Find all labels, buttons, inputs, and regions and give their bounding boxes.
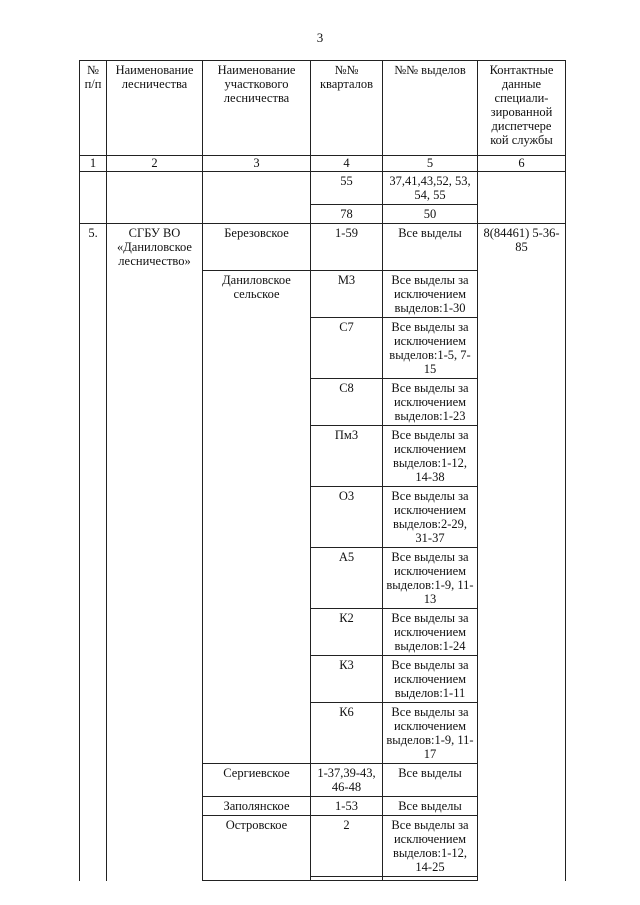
cell-empty [383,877,478,881]
quarter-cell: К6 [311,703,383,764]
sections-cell: Все выделы за исключением выделов:1-9, 11-13 [383,548,478,609]
sections-cell: Все выделы [383,224,478,271]
quarter-cell: К2 [311,609,383,656]
sections-cell: Все выделы за исключением выделов:1-11 [383,656,478,703]
quarter-cell: Пм3 [311,426,383,487]
quarter-cell: 1-59 [311,224,383,271]
district-name: Березовское [203,224,311,271]
table-row [80,271,566,318]
sections-cell: 50 [383,205,478,224]
district-name: Заполянское [203,797,311,816]
district-name: Островское [203,816,311,877]
quarter-cell: М3 [311,271,383,318]
sections-cell: Все выделы за исключением выделов:1-30 [383,271,478,318]
column-number: 1 [80,156,107,172]
cell-empty [478,172,566,224]
cell-empty [203,172,311,224]
quarter-cell: 55 [311,172,383,205]
quarter-cell: 78 [311,205,383,224]
cell-empty [107,271,203,881]
quarter-cell: 1-37,39-43, 46-48 [311,764,383,797]
contact-cell: 8(84461) 5-36-85 [478,224,566,271]
sections-cell: Все выделы за исключением выделов:1-9, 11-17 [383,703,478,764]
column-number: 6 [478,156,566,172]
quarter-cell: С8 [311,379,383,426]
sections-cell: Все выделы за исключением выделов:1-5, 7-15 [383,318,478,379]
header-quarters: №№ кварталов [311,61,383,156]
page-number: 3 [316,30,324,45]
sections-cell: Все выделы за исключением выделов:2-29, 31-37 [383,487,478,548]
header-forestry: Наименование лесничества [107,61,203,156]
sections-cell: Все выделы за исключением выделов:1-12, 14-38 [383,426,478,487]
column-number: 5 [383,156,478,172]
header-number: № п/п [80,61,107,156]
quarter-cell: А5 [311,548,383,609]
entry-number: 5. [80,224,107,271]
sections-cell: Все выделы [383,797,478,816]
header-contacts: Контактные данные специали-зированной диспетчере кой службы [478,61,566,156]
table-row [80,172,566,205]
district-name: Сергиевское [203,764,311,797]
column-number-row [80,156,566,172]
forestry-name: СГБУ ВО «Даниловское лесничество» [107,224,203,271]
header-district: Наименование участкового лесничества [203,61,311,156]
header-row [80,61,566,156]
column-number: 2 [107,156,203,172]
quarter-cell: К3 [311,656,383,703]
sections-cell: Все выделы за исключением выделов:1-23 [383,379,478,426]
column-number: 4 [311,156,383,172]
cell-empty [478,271,566,881]
header-sections: №№ выделов [383,61,478,156]
table-row [80,224,566,271]
sections-cell: 37,41,43,52, 53, 54, 55 [383,172,478,205]
sections-cell: Все выделы за исключением выделов:1-12, 14-25 [383,816,478,877]
quarter-cell: 1-53 [311,797,383,816]
quarter-cell: С7 [311,318,383,379]
cell-empty [80,172,107,224]
cell-empty [311,877,383,881]
column-number: 3 [203,156,311,172]
sections-cell: Все выделы за исключением выделов:1-24 [383,609,478,656]
cell-empty [80,271,107,881]
cell-empty [203,877,311,881]
sections-cell: Все выделы [383,764,478,797]
quarter-cell: О3 [311,487,383,548]
forestry-table [79,60,566,881]
quarter-cell: 2 [311,816,383,877]
cell-empty [107,172,203,224]
district-name: Даниловское сельское [203,271,311,764]
